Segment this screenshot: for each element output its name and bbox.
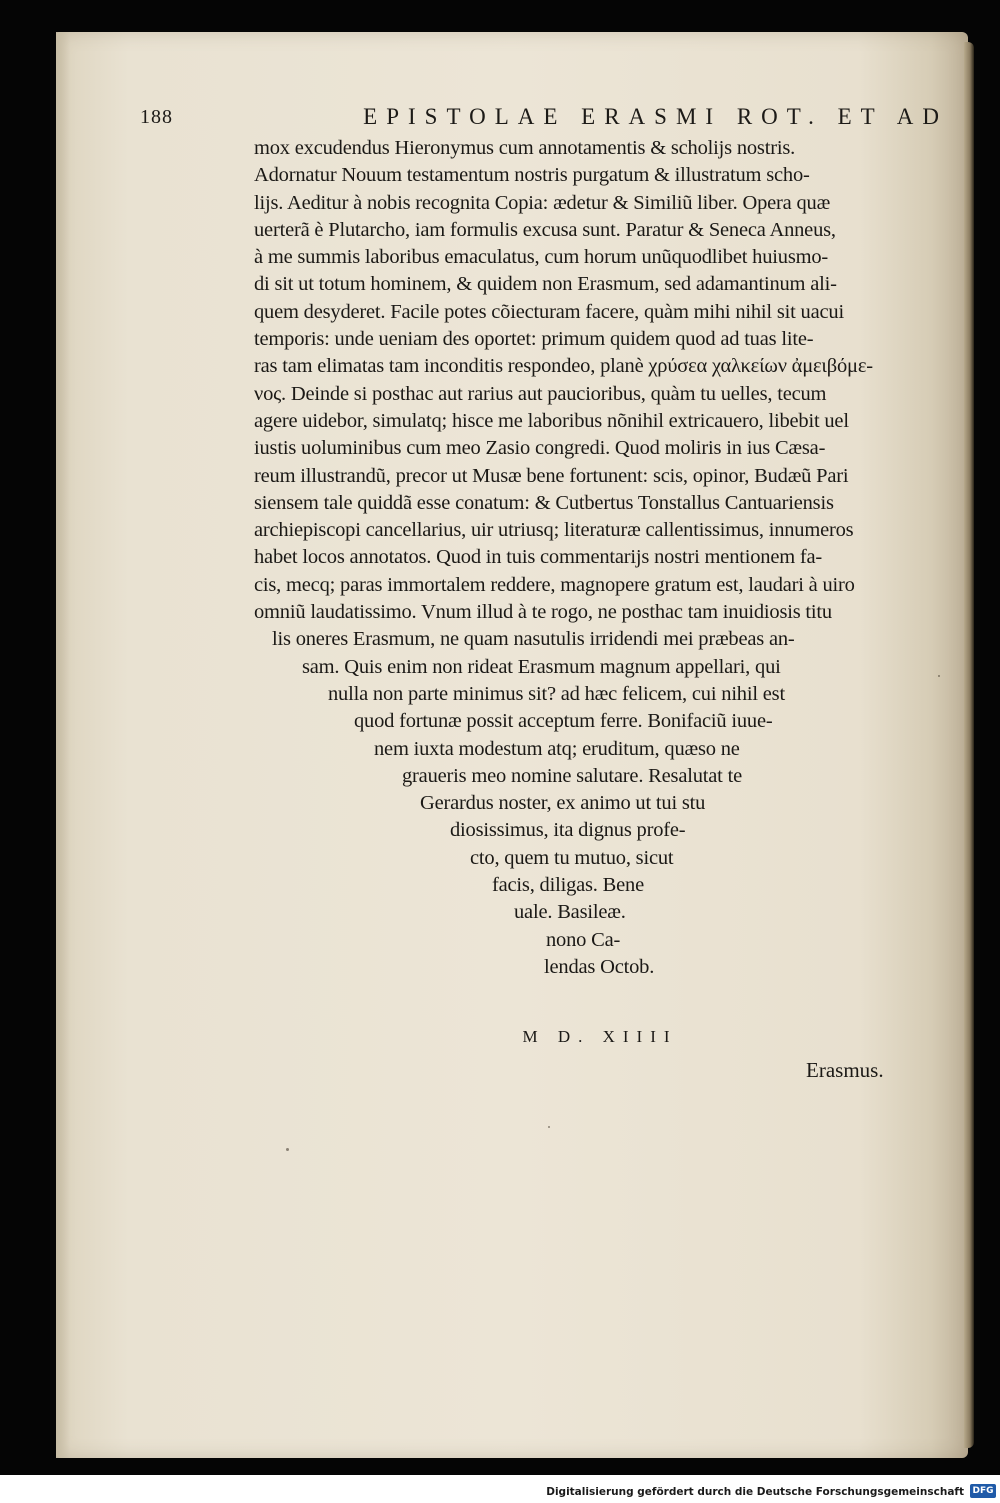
text-line: nem iuxta modestum atq; eruditum, quæso ne [374, 737, 740, 760]
text-line: Adornatur Nouum testamentum nostris purgatum & illustratum scho- [254, 164, 810, 187]
text-line: nono Ca- [546, 928, 621, 951]
text-line: ras tam elimatas tam inconditis respondeo, planè χρύσεα χαλκείων ἀμειβόμε- [254, 355, 873, 378]
page-number: 188 [140, 105, 173, 128]
text-line: habet locos annotatos. Quod in tuis commentarijs nostri mentionem fa- [254, 546, 823, 569]
text-line: lendas Octob. [544, 955, 655, 978]
page-gutter [56, 32, 70, 1458]
text-line: lis oneres Erasmum, ne quam nasutulis irridendi mei præbeas an- [272, 628, 795, 651]
text-line: omniũ laudatissimo. Vnum illud à te rogo, ne posthac tam inuidiosis titu [254, 601, 832, 624]
text-line: di sit ut totum hominem, & quidem non Erasmum, sed adamantinum ali- [254, 273, 837, 296]
text-line: uale. Basileæ. [514, 901, 626, 924]
text-line: sam. Quis enim non rideat Erasmum magnum appellari, qui [302, 655, 781, 678]
text-line: Gerardus noster, ex animo ut tui stu [420, 792, 706, 815]
running-head [140, 103, 948, 131]
text-line: siensem tale quiddã esse conatum: & Cutbertus Tonstallus Cantuariensis [254, 491, 834, 514]
text-line: iustis uoluminibus cum meo Zasio congredi. Quod moliris in ius Cæsa- [254, 437, 826, 460]
text-line: reum illustrandũ, precor ut Musæ bene fortunent: scis, opinor, Budæũ Pari [254, 464, 849, 487]
paper-speck [938, 675, 940, 677]
date-line: M D. XIIII [522, 1027, 678, 1046]
text-line: facis, diligas. Bene [492, 874, 644, 897]
text-line: à me summis laboribus emaculatus, cum horum unũquodlibet huiusmo- [254, 246, 829, 269]
page-edge [964, 42, 974, 1448]
signature: Erasmus. [806, 1058, 884, 1082]
paper-speck [286, 1148, 289, 1151]
text-line: cis, mecq; paras immortalem reddere, magnopere gratum est, laudari à uiro [254, 573, 855, 596]
text-line: temporis: unde ueniam des oportet: primum quidem quod ad tuas lite- [254, 328, 814, 351]
text-line: νος. Deinde si posthac aut rarius aut paucioribus, quàm tu uelles, tecum [254, 382, 827, 405]
text-line: lijs. Aeditur à nobis recognita Copia: ædetur & Similiũ liber. Opera quæ [254, 191, 831, 214]
text-line: graueris meo nomine salutare. Resalutat te [402, 764, 742, 787]
text-line: mox excudendus Hieronymus cum annotamentis & scholijs nostris. [254, 137, 796, 159]
text-line: diosissimus, ita dignus profe- [450, 819, 686, 842]
running-title: EPISTOLAE ERASMI ROT. ET AD [363, 104, 948, 129]
text-line: agere uidebor, simulatq; hisce me laboribus nõnihil extricauero, libebit uel [254, 409, 849, 432]
text-line: uerterã è Plutarcho, iam formulis excusa sunt. Paratur & Seneca Anneus, [254, 218, 836, 241]
text-line: quod fortunæ possit acceptum ferre. Bonifaciũ iuue- [354, 710, 773, 733]
text-line: quem desyderet. Facile potes cõiecturam facere, quàm mihi nihil sit uacui [254, 300, 844, 323]
letter-body [254, 135, 954, 981]
digitization-credit: Digitalisierung gefördert durch die Deutsche Forschungsgemeinschaft [546, 1486, 964, 1498]
text-line: cto, quem tu mutuo, sicut [470, 846, 674, 869]
dfg-logo: DFG [970, 1484, 996, 1498]
text-line: archiepiscopi cancellarius, uir utriusq; literaturæ callentissimus, innumeros [254, 519, 854, 542]
paper-speck [548, 1126, 550, 1128]
text-line: nulla non parte minimus sit? ad hæc felicem, cui nihil est [328, 682, 785, 705]
